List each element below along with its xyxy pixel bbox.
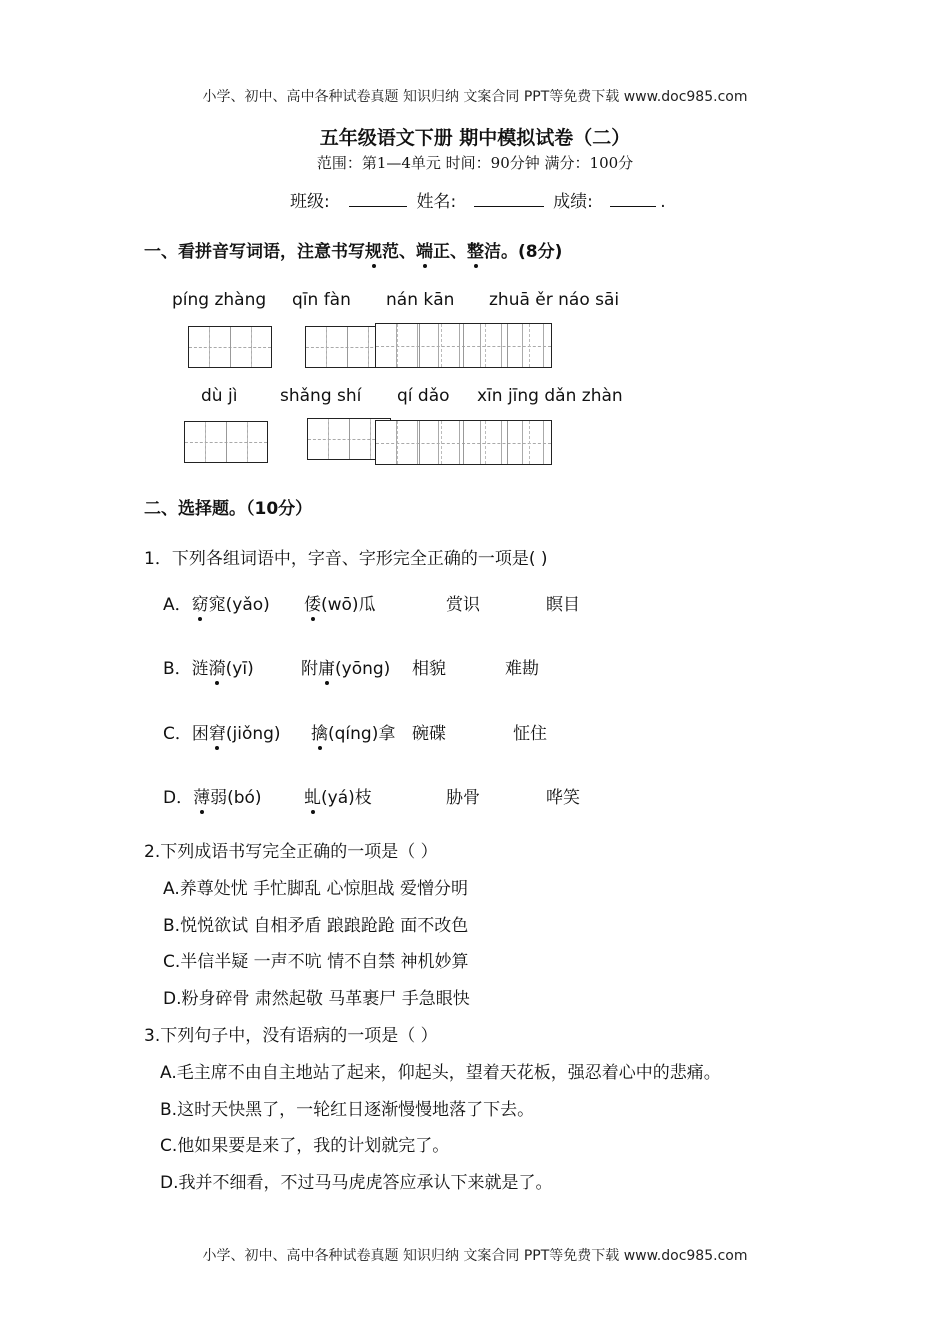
class-blank[interactable] bbox=[349, 191, 407, 207]
q3-option-b[interactable]: B.这时天快黑了，一轮红日逐渐慢慢地落了下去。 bbox=[160, 1100, 535, 1120]
q1-option-c-word2: 擒(qíng)拿 bbox=[311, 724, 396, 744]
pinyin-4: zhuā ěr náo sāi bbox=[489, 290, 620, 310]
q2-option-b[interactable]: B.悦悦欲试 自相矛盾 踉踉跄跄 面不改色 bbox=[163, 916, 469, 936]
q1-option-c-word4: 怔住 bbox=[513, 724, 547, 744]
q2-option-d[interactable]: D.粉身碎骨 肃然起敬 马革裹尸 手急眼快 bbox=[163, 989, 470, 1009]
q3-stem: 3.下列句子中，没有语病的一项是（ ） bbox=[144, 1026, 438, 1046]
score-blank[interactable] bbox=[610, 191, 656, 207]
q3-option-a[interactable]: A.毛主席不由自主地站了起来，仰起头，望着天花板，强忍着心中的悲痛。 bbox=[160, 1063, 721, 1083]
score-label: 成绩: bbox=[553, 192, 593, 212]
q2-option-a[interactable]: A.养尊处忧 手忙脚乱 心惊胆战 爱憎分明 bbox=[163, 879, 468, 899]
pinyin-6: shǎng shí bbox=[280, 386, 362, 406]
q1-option-a-word3: 赏识 bbox=[446, 595, 480, 615]
student-info bbox=[290, 187, 666, 212]
q1-option-d-word4: 哗笑 bbox=[546, 788, 580, 808]
exam-meta: 范围：第1—4单元 时间：90分钟 满分：100分 bbox=[316, 154, 634, 172]
q1-option-c-word3: 碗碟 bbox=[412, 724, 446, 744]
q1-stem: 1．下列各组词语中，字音、字形完全正确的一项是( ) bbox=[144, 549, 548, 569]
section1-title: 一、看拼音写词语，注意书写规范、端正、整洁。(8分) bbox=[144, 242, 563, 262]
q1-option-a-word4: 瞑目 bbox=[546, 595, 580, 615]
writing-grid-5[interactable] bbox=[184, 421, 268, 463]
q3-option-c[interactable]: C.他如果要是来了，我的计划就完了。 bbox=[160, 1136, 450, 1156]
pinyin-3: nán kān bbox=[386, 290, 455, 310]
q1-option-b-word2: 附庸(yōng) bbox=[301, 659, 391, 679]
q1-option-d-word3: 胁骨 bbox=[446, 788, 480, 808]
pinyin-2: qīn fàn bbox=[292, 290, 351, 310]
writing-grid-1[interactable] bbox=[188, 326, 272, 368]
q2-option-c[interactable]: C.半信半疑 一声不吭 情不自禁 神机妙算 bbox=[163, 952, 469, 972]
writing-grid-3-4[interactable] bbox=[375, 323, 552, 368]
q2-stem: 2.下列成语书写完全正确的一项是（ ） bbox=[144, 842, 438, 862]
pinyin-1: píng zhàng bbox=[172, 290, 267, 310]
exam-title: 五年级语文下册 期中模拟试卷（二） bbox=[319, 127, 631, 149]
pinyin-8: xīn jīng dǎn zhàn bbox=[477, 386, 623, 406]
q1-option-d[interactable]: D．薄弱(bó) bbox=[163, 788, 262, 808]
pinyin-7: qí dǎo bbox=[397, 386, 450, 406]
q1-option-b[interactable]: B．涟漪(yī) bbox=[163, 659, 254, 679]
q1-option-d-word2: 虬(yá)枝 bbox=[304, 788, 372, 808]
header-banner: 小学、初中、高中各种试卷真题 知识归纳 文案合同 PPT等免费下载 www.doc985.com bbox=[202, 89, 748, 105]
q1-option-a[interactable]: A．窈窕(yǎo) bbox=[163, 595, 270, 615]
footer-banner: 小学、初中、高中各种试卷真题 知识归纳 文案合同 PPT等免费下载 www.doc985.com bbox=[202, 1248, 748, 1264]
q1-option-b-word4: 难勘 bbox=[505, 659, 539, 679]
class-label: 班级: bbox=[290, 192, 330, 212]
name-label: 姓名: bbox=[416, 192, 457, 212]
info-end: . bbox=[660, 192, 666, 212]
writing-grid-7-8[interactable] bbox=[375, 420, 552, 465]
section2-title: 二、选择题。（10分） bbox=[144, 499, 313, 519]
q3-option-d[interactable]: D.我并不细看，不过马马虎虎答应承认下来就是了。 bbox=[160, 1173, 553, 1193]
q1-option-b-word3: 相貌 bbox=[412, 659, 446, 679]
name-blank[interactable] bbox=[474, 191, 544, 207]
q1-option-a-word2: 倭(wō)瓜 bbox=[304, 595, 376, 615]
pinyin-5: dù jì bbox=[201, 386, 238, 406]
q1-option-c[interactable]: C．困窘(jiǒng) bbox=[163, 724, 281, 744]
